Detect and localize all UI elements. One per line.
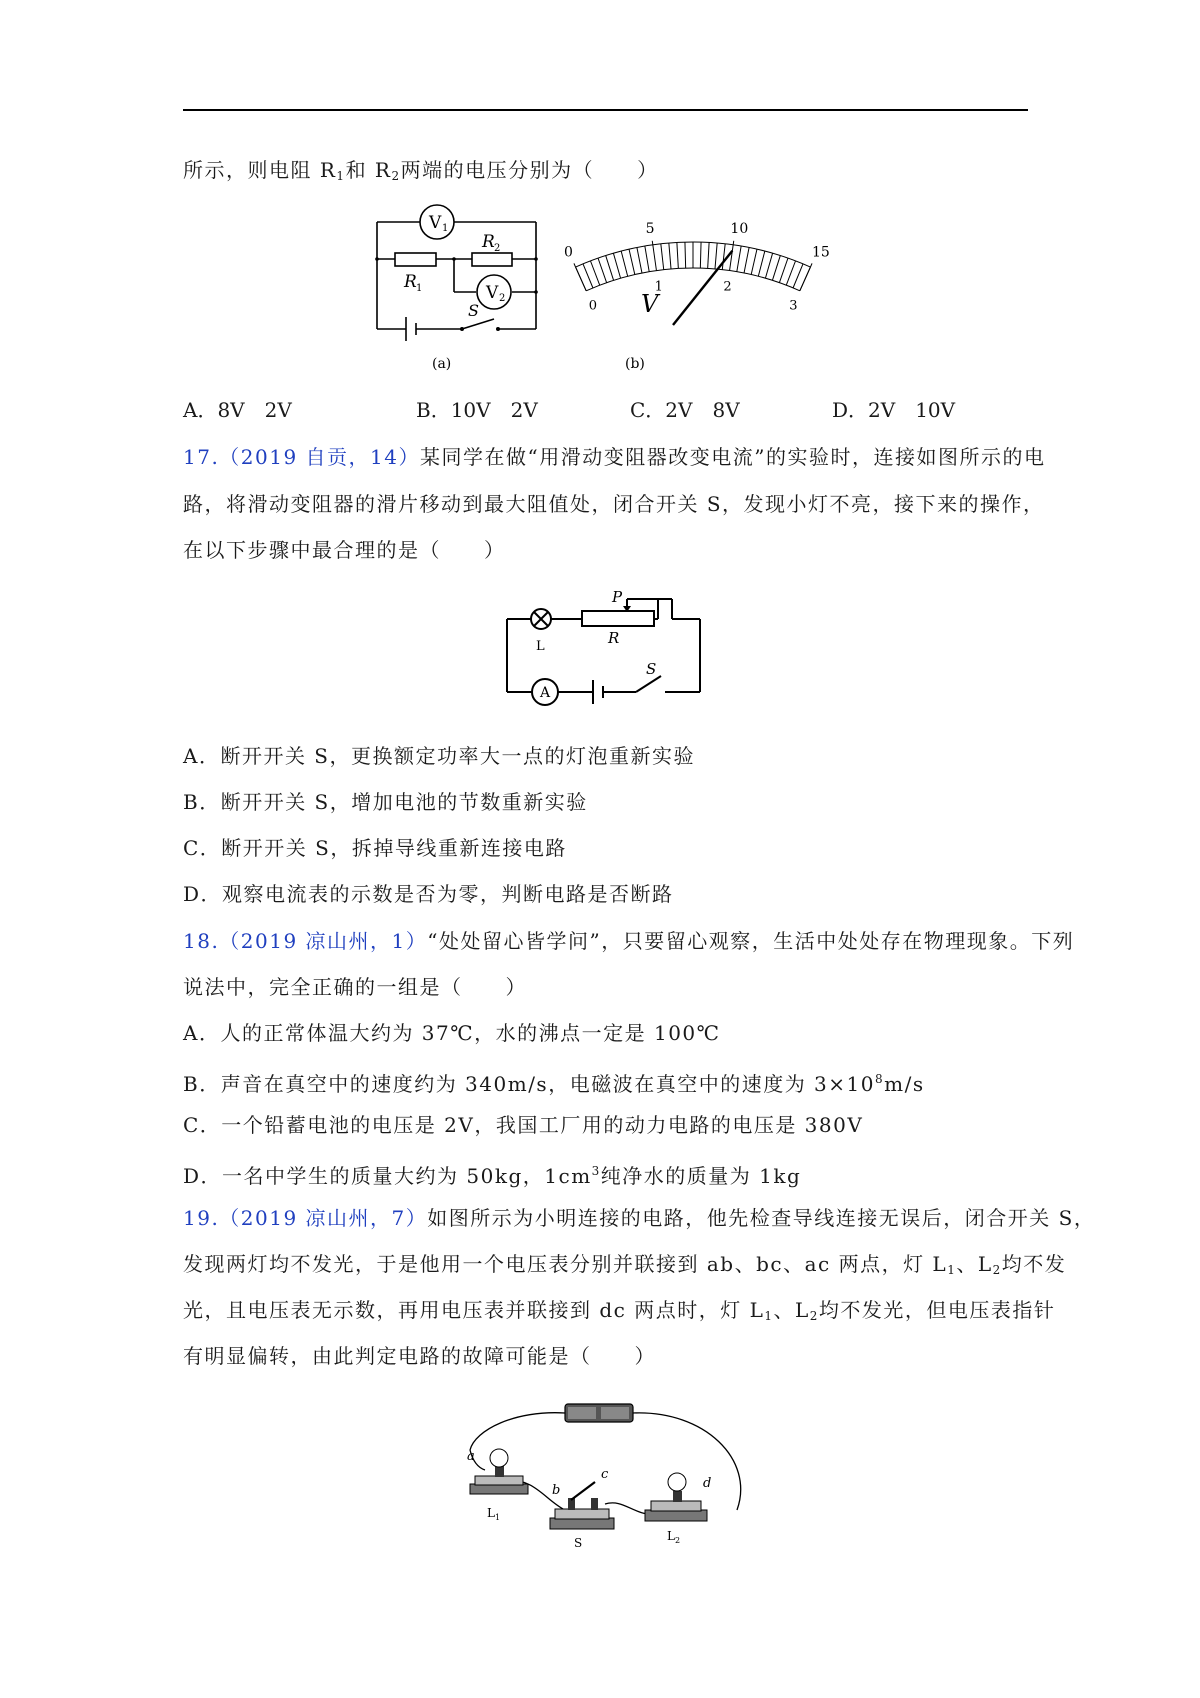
switch-label: S — [468, 301, 479, 320]
lamp-l1-label: L — [487, 1506, 495, 1520]
dial-v-letter: V — [641, 290, 659, 318]
point-d-label: d — [703, 1476, 712, 1491]
dial-outer-5: 5 — [645, 220, 655, 237]
header-rule — [183, 109, 1028, 111]
q19-line-2: 发现两灯均不发光，于是他用一个电压表分别并联接到 ab、bc、ac 两点，灯 $L_1$、$L_2$均不发 — [183, 1252, 1067, 1277]
q17-option-a[interactable]: A．断开开关 S，更换额定功率大一点的灯泡重新实验 — [183, 744, 696, 768]
dial-inner-0: 0 — [588, 298, 597, 314]
q18-option-a[interactable]: A．人的正常体温大约为 37℃，水的沸点一定是 100℃ — [183, 1021, 721, 1045]
v2-label: V — [486, 283, 499, 303]
r1-label: R — [404, 272, 417, 292]
switch-s-label: S — [646, 660, 657, 678]
point-b-label: b — [552, 1483, 561, 1498]
dial-outer-15: 15 — [811, 244, 830, 261]
lamp-l2-label: L — [667, 1529, 675, 1543]
r2-sub: 2 — [494, 243, 501, 254]
v1-sub: 1 — [442, 223, 449, 234]
q17-circuit-figure — [500, 588, 710, 713]
dial-inner-2: 2 — [723, 279, 732, 295]
v1-label: V — [429, 213, 442, 233]
lamp-l2-sub: 2 — [675, 1536, 681, 1545]
q16-option-d[interactable]: D．2V 10V — [832, 398, 956, 422]
battery-pack-icon — [565, 1404, 633, 1422]
dial-inner-1: 1 — [654, 279, 663, 295]
q19-line-1: 19.（2019 凉山州，7）如图所示为小明连接的电路，他先检查导线连接无误后，闭合开关 S， — [183, 1206, 1096, 1230]
q17-line-1: 17.（2019 自贡，14）某同学在做“用滑动变阻器改变电流”的实验时，连接如图所示的电 — [183, 445, 1046, 469]
q16-option-c[interactable]: C．2V 8V — [630, 398, 740, 422]
lamp-l-label: L — [536, 639, 545, 654]
q18-option-c[interactable]: C．一个铅蓄电池的电压是 2V，我国工厂用的动力电路的电压是 380V — [183, 1113, 864, 1137]
dial-scale — [574, 241, 812, 291]
dial-outer-10: 10 — [730, 220, 749, 237]
q18-line-2: 说法中，完全正确的一组是（ ） — [183, 975, 527, 999]
q18-option-b[interactable]: B．声音在真空中的速度约为 340m/s，电磁波在真空中的速度为 $3\times 10^8m/s$ — [183, 1072, 925, 1096]
q19-source: 19.（2019 凉山州，7） — [183, 1206, 428, 1230]
lamp-l2-icon — [645, 1473, 707, 1521]
dial-inner-numbers — [589, 279, 798, 313]
point-a-label: a — [467, 1449, 475, 1464]
q18-source: 18.（2019 凉山州，1） — [183, 929, 428, 953]
q17-line-2: 路，将滑动变阻器的滑片移动到最大阻值处，闭合开关 S，发现小灯不亮，接下来的操作， — [183, 492, 1045, 516]
figure-a-caption: (a) — [432, 356, 452, 372]
q16-voltmeter-dial-figure-b — [565, 200, 830, 375]
q17-option-c[interactable]: C．断开开关 S，拆掉导线重新连接电路 — [183, 836, 567, 860]
dial-inner-3: 3 — [789, 298, 798, 314]
q16-option-a[interactable]: A．8V 2V — [183, 398, 292, 422]
rheostat-r-label: R — [608, 629, 620, 647]
r2-label: R — [482, 232, 495, 252]
v2-sub: 2 — [499, 293, 506, 304]
q16-option-b[interactable]: B．10V 2V — [416, 398, 538, 422]
q19-line-4: 有明显偏转，由此判定电路的故障可能是（ ） — [183, 1344, 656, 1368]
q17-line-3: 在以下步骤中最合理的是（ ） — [183, 538, 506, 562]
q17-option-b[interactable]: B．断开开关 S，增加电池的节数重新实验 — [183, 790, 588, 814]
ammeter-a-label: A — [540, 685, 551, 701]
q18-line-1: 18.（2019 凉山州，1）“处处留心皆学问”，只要留心观察，生活中处处存在物理现象。下列 — [183, 929, 1075, 953]
lamp-l1-sub: 1 — [495, 1513, 501, 1522]
dial-outer-0: 0 — [564, 244, 573, 261]
r1-sub: 1 — [416, 283, 423, 294]
point-c-label: c — [601, 1467, 609, 1482]
q19-circuit-figure — [455, 1400, 765, 1550]
q18-option-d[interactable]: D．一名中学生的质量大约为 50kg，$1cm^3$纯净水的质量为 1kg — [183, 1164, 802, 1188]
q16-circuit-figure-a — [368, 200, 548, 375]
switch-label: S — [574, 1536, 583, 1550]
q19-line-3: 光，且电压表无示数，再用电压表并联接到 dc 两点时，灯 $L_1$、$L_2$均不发光，但电压表指针 — [183, 1298, 1056, 1323]
q17-source: 17.（2019 自贡，14） — [183, 445, 421, 469]
figure-b-caption: (b) — [625, 356, 645, 372]
q16-lead-line: 所示，则电阻 $R_1$和 $R_2$两端的电压分别为（ ） — [183, 158, 659, 183]
slider-p-label: P — [612, 588, 623, 606]
q17-option-d[interactable]: D．观察电流表的示数是否为零，判断电路是否断路 — [183, 882, 674, 906]
lamp-l1-icon — [470, 1449, 528, 1494]
dial-outer-numbers — [564, 221, 830, 260]
